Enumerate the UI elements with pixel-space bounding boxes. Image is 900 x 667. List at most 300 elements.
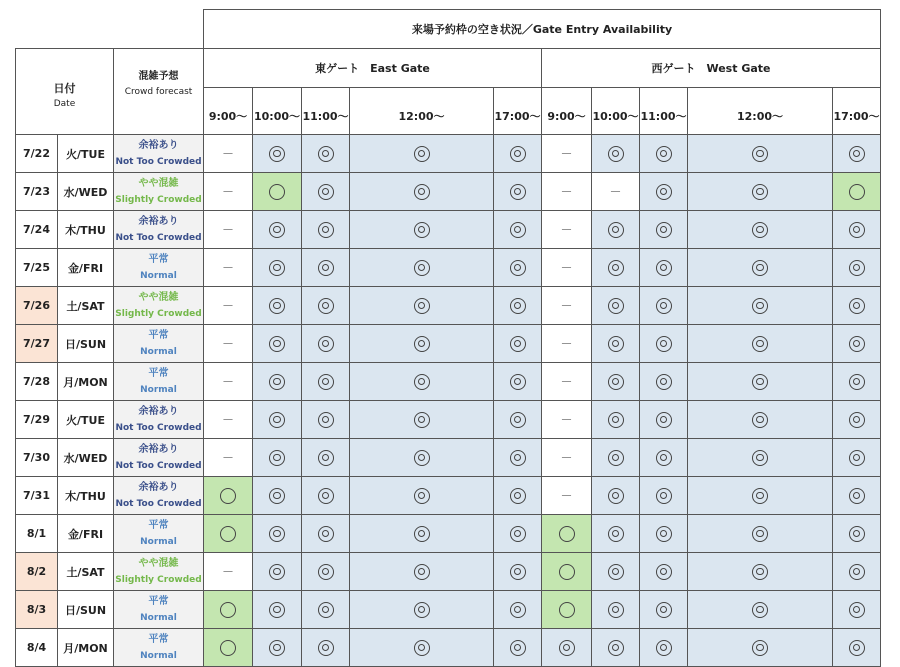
east-slot-available <box>350 401 494 439</box>
double-circle-icon <box>318 412 334 428</box>
double-circle-icon <box>318 146 334 162</box>
forecast-label-ja: 余裕あり <box>138 139 179 151</box>
dash-icon: － <box>609 185 622 199</box>
double-circle-icon <box>414 260 430 276</box>
east-slot-unavailable <box>204 363 253 401</box>
double-circle-icon <box>608 260 624 276</box>
double-circle-icon <box>510 450 526 466</box>
crowd-forecast-cell <box>114 211 204 249</box>
forecast-label-ja: 平常 <box>148 329 169 341</box>
east-slot-available <box>350 477 494 515</box>
double-circle-icon <box>752 412 768 428</box>
east-time-12: 12:00～ <box>350 88 494 135</box>
double-circle-icon <box>269 222 285 238</box>
east-slot-available <box>302 629 350 667</box>
dash-icon: － <box>221 451 234 465</box>
west-slot-available <box>592 477 640 515</box>
east-slot-few-left <box>204 477 253 515</box>
double-circle-icon <box>318 184 334 200</box>
double-circle-icon <box>414 336 430 352</box>
west-slot-unavailable <box>542 325 592 363</box>
double-circle-icon <box>656 564 672 580</box>
day-of-week-cell: 月/MON <box>58 629 114 667</box>
east-slot-available <box>253 629 302 667</box>
forecast-label-en: Not Too Crowded <box>115 156 202 167</box>
dash-icon: － <box>221 375 234 389</box>
east-slot-available <box>494 439 542 477</box>
forecast-label-ja: やや混雑 <box>138 291 179 303</box>
dash-icon: － <box>560 489 573 503</box>
double-circle-icon <box>608 564 624 580</box>
double-circle-icon <box>414 222 430 238</box>
forecast-label-ja: やや混雑 <box>138 557 179 569</box>
date-header <box>16 49 114 135</box>
header-blank <box>16 10 204 49</box>
day-of-week-cell: 火/TUE <box>58 401 114 439</box>
east-slot-unavailable <box>204 173 253 211</box>
double-circle-icon <box>656 412 672 428</box>
circle-icon <box>220 602 236 618</box>
double-circle-icon <box>752 374 768 390</box>
circle-icon <box>559 602 575 618</box>
double-circle-icon <box>849 336 865 352</box>
day-of-week-cell: 月/MON <box>58 363 114 401</box>
double-circle-icon <box>318 336 334 352</box>
west-time-17: 17:00～ <box>833 88 881 135</box>
west-slot-few-left <box>833 173 881 211</box>
double-circle-icon <box>269 374 285 390</box>
crowd-forecast-cell <box>114 249 204 287</box>
forecast-label-en: Slightly Crowded <box>115 194 202 205</box>
east-slot-few-left <box>253 173 302 211</box>
west-slot-available <box>833 553 881 591</box>
double-circle-icon <box>414 146 430 162</box>
west-slot-available <box>640 591 688 629</box>
double-circle-icon <box>414 184 430 200</box>
west-slot-available <box>688 135 833 173</box>
double-circle-icon <box>656 298 672 314</box>
crowd-forecast-cell <box>114 515 204 553</box>
double-circle-icon <box>752 184 768 200</box>
west-slot-available <box>640 553 688 591</box>
double-circle-icon <box>656 146 672 162</box>
double-circle-icon <box>269 488 285 504</box>
forecast-label-en: Not Too Crowded <box>115 498 202 509</box>
forecast-label-ja: 余裕あり <box>138 443 179 455</box>
west-slot-few-left <box>542 553 592 591</box>
crowd-header-en: Crowd forecast <box>124 87 193 97</box>
east-slot-available <box>253 477 302 515</box>
double-circle-icon <box>318 298 334 314</box>
east-slot-available <box>302 401 350 439</box>
west-slot-unavailable <box>592 173 640 211</box>
day-of-week-cell: 土/SAT <box>58 287 114 325</box>
double-circle-icon <box>510 260 526 276</box>
table-row <box>16 135 881 173</box>
double-circle-icon <box>414 564 430 580</box>
east-slot-available <box>494 591 542 629</box>
west-slot-available <box>688 287 833 325</box>
forecast-label-en: Normal <box>140 384 177 395</box>
double-circle-icon <box>269 450 285 466</box>
crowd-forecast-cell <box>114 553 204 591</box>
date-cell: 8/4 <box>16 629 58 667</box>
dash-icon: － <box>221 565 234 579</box>
double-circle-icon <box>414 602 430 618</box>
east-slot-available <box>302 325 350 363</box>
date-cell: 8/3 <box>16 591 58 629</box>
forecast-label-en: Normal <box>140 612 177 623</box>
east-slot-available <box>350 629 494 667</box>
east-slot-available <box>494 287 542 325</box>
east-slot-available <box>494 135 542 173</box>
date-cell: 7/24 <box>16 211 58 249</box>
east-slot-available <box>302 287 350 325</box>
east-slot-few-left <box>204 515 253 553</box>
east-time-10: 10:00～ <box>253 88 302 135</box>
west-slot-few-left <box>542 515 592 553</box>
west-slot-available <box>833 515 881 553</box>
west-slot-available <box>833 325 881 363</box>
double-circle-icon <box>752 526 768 542</box>
double-circle-icon <box>752 488 768 504</box>
double-circle-icon <box>318 450 334 466</box>
double-circle-icon <box>269 336 285 352</box>
west-slot-unavailable <box>542 363 592 401</box>
west-slot-available <box>833 363 881 401</box>
east-slot-available <box>494 211 542 249</box>
double-circle-icon <box>608 488 624 504</box>
day-of-week-cell: 木/THU <box>58 477 114 515</box>
east-slot-available <box>253 553 302 591</box>
double-circle-icon <box>510 298 526 314</box>
crowd-forecast-cell <box>114 477 204 515</box>
east-slot-available <box>302 173 350 211</box>
date-cell: 7/27 <box>16 325 58 363</box>
east-slot-available <box>350 439 494 477</box>
east-slot-available <box>494 553 542 591</box>
east-slot-unavailable <box>204 325 253 363</box>
forecast-label-en: Not Too Crowded <box>115 232 202 243</box>
double-circle-icon <box>849 450 865 466</box>
east-slot-available <box>350 591 494 629</box>
west-slot-available <box>640 287 688 325</box>
forecast-label-en: Not Too Crowded <box>115 422 202 433</box>
east-slot-available <box>253 591 302 629</box>
west-time-11: 11:00～ <box>640 88 688 135</box>
double-circle-icon <box>414 640 430 656</box>
crowd-forecast-cell <box>114 325 204 363</box>
west-slot-available <box>640 363 688 401</box>
double-circle-icon <box>849 374 865 390</box>
day-of-week-cell: 水/WED <box>58 173 114 211</box>
availability-rows <box>16 135 881 667</box>
table-row <box>16 553 881 591</box>
circle-icon <box>220 488 236 504</box>
day-of-week-cell: 日/SUN <box>58 591 114 629</box>
day-of-week-cell: 火/TUE <box>58 135 114 173</box>
west-slot-available <box>592 325 640 363</box>
double-circle-icon <box>849 564 865 580</box>
east-slot-available <box>494 515 542 553</box>
west-slot-available <box>592 591 640 629</box>
table-row <box>16 325 881 363</box>
west-slot-available <box>640 211 688 249</box>
west-slot-available <box>592 135 640 173</box>
double-circle-icon <box>269 260 285 276</box>
date-cell: 7/28 <box>16 363 58 401</box>
double-circle-icon <box>318 374 334 390</box>
west-slot-available <box>592 401 640 439</box>
east-slot-unavailable <box>204 249 253 287</box>
double-circle-icon <box>849 602 865 618</box>
double-circle-icon <box>752 222 768 238</box>
forecast-label-ja: 平常 <box>148 253 169 265</box>
circle-icon <box>220 640 236 656</box>
east-slot-available <box>494 477 542 515</box>
double-circle-icon <box>752 298 768 314</box>
date-cell: 8/1 <box>16 515 58 553</box>
east-slot-available <box>350 135 494 173</box>
double-circle-icon <box>318 222 334 238</box>
west-slot-available <box>592 515 640 553</box>
table-row <box>16 401 881 439</box>
west-slot-available <box>640 325 688 363</box>
double-circle-icon <box>510 412 526 428</box>
date-cell: 7/31 <box>16 477 58 515</box>
forecast-label-en: Normal <box>140 650 177 661</box>
east-time-17: 17:00～ <box>494 88 542 135</box>
double-circle-icon <box>269 602 285 618</box>
day-of-week-cell: 金/FRI <box>58 515 114 553</box>
date-cell: 7/30 <box>16 439 58 477</box>
double-circle-icon <box>656 602 672 618</box>
date-cell: 7/22 <box>16 135 58 173</box>
west-slot-available <box>688 553 833 591</box>
dash-icon: － <box>560 375 573 389</box>
west-slot-available <box>592 211 640 249</box>
east-time-11: 11:00～ <box>302 88 350 135</box>
double-circle-icon <box>510 602 526 618</box>
date-cell: 7/26 <box>16 287 58 325</box>
double-circle-icon <box>510 488 526 504</box>
double-circle-icon <box>510 640 526 656</box>
double-circle-icon <box>608 526 624 542</box>
west-slot-available <box>688 477 833 515</box>
west-slot-available <box>688 249 833 287</box>
double-circle-icon <box>318 260 334 276</box>
dash-icon: － <box>560 185 573 199</box>
west-slot-available <box>640 515 688 553</box>
east-slot-available <box>302 249 350 287</box>
double-circle-icon <box>318 640 334 656</box>
east-slot-available <box>253 249 302 287</box>
dash-icon: － <box>560 299 573 313</box>
west-slot-available <box>688 439 833 477</box>
west-slot-available <box>688 325 833 363</box>
double-circle-icon <box>608 412 624 428</box>
dash-icon: － <box>560 147 573 161</box>
west-slot-available <box>640 401 688 439</box>
west-slot-available <box>688 591 833 629</box>
date-cell: 7/25 <box>16 249 58 287</box>
day-of-week-cell: 木/THU <box>58 211 114 249</box>
double-circle-icon <box>849 146 865 162</box>
double-circle-icon <box>414 298 430 314</box>
double-circle-icon <box>510 526 526 542</box>
east-slot-available <box>350 249 494 287</box>
table-row <box>16 287 881 325</box>
double-circle-icon <box>608 374 624 390</box>
east-slot-available <box>350 173 494 211</box>
circle-icon <box>559 526 575 542</box>
east-slot-few-left <box>204 591 253 629</box>
date-header-en: Date <box>53 99 76 109</box>
double-circle-icon <box>849 260 865 276</box>
west-slot-available <box>833 135 881 173</box>
east-slot-available <box>350 325 494 363</box>
double-circle-icon <box>510 184 526 200</box>
double-circle-icon <box>656 488 672 504</box>
east-slot-available <box>253 515 302 553</box>
double-circle-icon <box>656 374 672 390</box>
table-row <box>16 477 881 515</box>
table-row <box>16 249 881 287</box>
west-slot-available <box>833 591 881 629</box>
east-slot-available <box>253 135 302 173</box>
double-circle-icon <box>656 526 672 542</box>
dash-icon: － <box>560 451 573 465</box>
west-slot-available <box>833 287 881 325</box>
double-circle-icon <box>510 374 526 390</box>
double-circle-icon <box>510 146 526 162</box>
day-of-week-cell: 金/FRI <box>58 249 114 287</box>
east-slot-available <box>494 401 542 439</box>
east-slot-unavailable <box>204 287 253 325</box>
west-slot-unavailable <box>542 173 592 211</box>
day-of-week-cell: 水/WED <box>58 439 114 477</box>
west-slot-available <box>640 629 688 667</box>
double-circle-icon <box>656 450 672 466</box>
double-circle-icon <box>656 336 672 352</box>
double-circle-icon <box>752 260 768 276</box>
double-circle-icon <box>269 412 285 428</box>
west-slot-available <box>688 173 833 211</box>
forecast-label-en: Slightly Crowded <box>115 308 202 319</box>
dash-icon: － <box>560 413 573 427</box>
dash-icon: － <box>221 413 234 427</box>
dash-icon: － <box>221 299 234 313</box>
dash-icon: － <box>560 337 573 351</box>
double-circle-icon <box>752 336 768 352</box>
circle-icon <box>559 564 575 580</box>
west-slot-available <box>688 515 833 553</box>
crowd-forecast-cell <box>114 401 204 439</box>
west-slot-available <box>592 363 640 401</box>
double-circle-icon <box>849 298 865 314</box>
table-row <box>16 173 881 211</box>
west-slot-available <box>592 287 640 325</box>
double-circle-icon <box>510 564 526 580</box>
day-of-week-cell: 日/SUN <box>58 325 114 363</box>
forecast-label-ja: 平常 <box>148 595 169 607</box>
double-circle-icon <box>510 222 526 238</box>
double-circle-icon <box>414 412 430 428</box>
table-title: 来場予約枠の空き状況／Gate Entry Availability <box>204 10 881 49</box>
east-slot-available <box>350 211 494 249</box>
west-slot-available <box>688 211 833 249</box>
west-time-10: 10:00～ <box>592 88 640 135</box>
crowd-forecast-cell <box>114 591 204 629</box>
date-cell: 8/2 <box>16 553 58 591</box>
dash-icon: － <box>221 223 234 237</box>
circle-icon <box>269 184 285 200</box>
forecast-label-ja: 平常 <box>148 519 169 531</box>
date-cell: 7/29 <box>16 401 58 439</box>
west-slot-available <box>640 173 688 211</box>
table-row <box>16 363 881 401</box>
east-slot-available <box>494 629 542 667</box>
forecast-label-en: Slightly Crowded <box>115 574 202 585</box>
date-header-ja: 日付 <box>53 82 76 95</box>
dash-icon: － <box>221 337 234 351</box>
east-slot-available <box>350 287 494 325</box>
west-slot-unavailable <box>542 477 592 515</box>
double-circle-icon <box>752 564 768 580</box>
dash-icon: － <box>221 261 234 275</box>
double-circle-icon <box>608 298 624 314</box>
west-slot-available <box>640 135 688 173</box>
west-slot-available <box>833 477 881 515</box>
dash-icon: － <box>221 185 234 199</box>
west-slot-few-left <box>542 591 592 629</box>
east-slot-available <box>302 211 350 249</box>
crowd-forecast-cell <box>114 363 204 401</box>
crowd-forecast-cell <box>114 629 204 667</box>
double-circle-icon <box>269 640 285 656</box>
double-circle-icon <box>608 450 624 466</box>
date-cell: 7/23 <box>16 173 58 211</box>
table-row <box>16 629 881 667</box>
west-slot-available <box>833 439 881 477</box>
availability-table <box>15 9 881 667</box>
west-slot-available <box>688 401 833 439</box>
table-row <box>16 439 881 477</box>
double-circle-icon <box>656 640 672 656</box>
double-circle-icon <box>849 488 865 504</box>
west-slot-available <box>592 249 640 287</box>
west-slot-unavailable <box>542 401 592 439</box>
double-circle-icon <box>318 564 334 580</box>
double-circle-icon <box>318 602 334 618</box>
east-slot-available <box>253 401 302 439</box>
double-circle-icon <box>752 146 768 162</box>
forecast-label-ja: 平常 <box>148 633 169 645</box>
double-circle-icon <box>269 146 285 162</box>
east-slot-available <box>494 173 542 211</box>
east-slot-available <box>302 477 350 515</box>
east-slot-unavailable <box>204 211 253 249</box>
double-circle-icon <box>849 526 865 542</box>
forecast-label-ja: 余裕あり <box>138 405 179 417</box>
west-slot-available <box>592 629 640 667</box>
double-circle-icon <box>752 450 768 466</box>
west-slot-unavailable <box>542 249 592 287</box>
east-slot-available <box>494 363 542 401</box>
east-slot-available <box>253 211 302 249</box>
crowd-header-ja: 混雑予想 <box>138 71 179 82</box>
west-slot-available <box>833 401 881 439</box>
